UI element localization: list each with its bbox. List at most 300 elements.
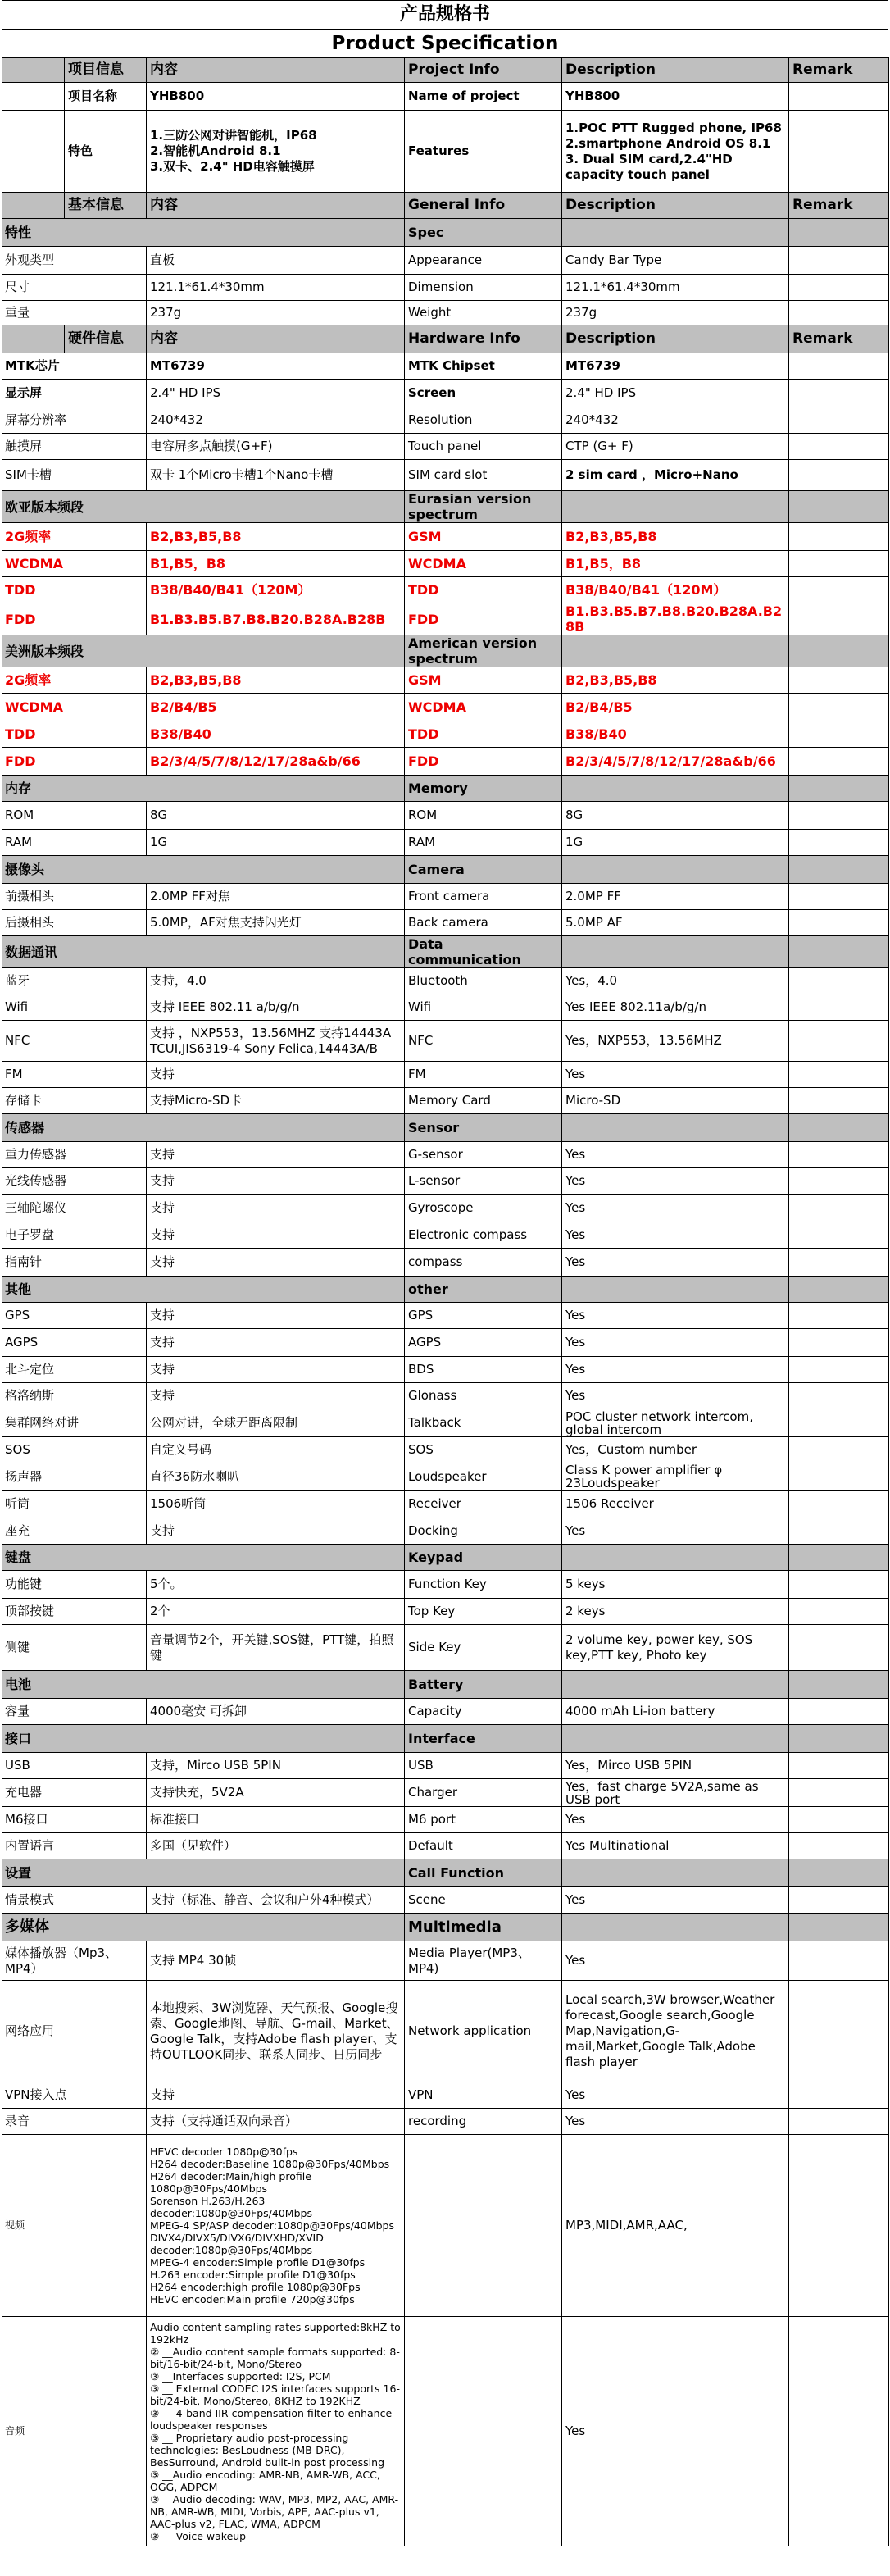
cn-value: 支持快充，5V2A: [147, 1779, 405, 1807]
cn-value: 本地搜索、3W浏览器、天气预报、Google搜索、Google地图、导航、G-mail、Market、Google Talk，支持Adobe flash player、支持OUTLOOK同步、联系人同步、日历同步: [147, 1981, 405, 2082]
en-value: Yes，fast charge 5V2A,same as USB port: [562, 1779, 789, 1807]
row-label: SIM卡槽: [2, 460, 147, 491]
en-value: 8G: [562, 802, 789, 830]
section-row: [2, 1725, 889, 1753]
en-value: B2/B4/B5: [562, 694, 789, 721]
row-label: FDD: [2, 748, 147, 776]
en-label: Capacity: [405, 1699, 562, 1725]
cn-value: 支持: [147, 1222, 405, 1249]
cn-value: 音量调节2个，开关键,SOS键，PTT键，拍照键: [147, 1625, 405, 1671]
en-label: BDS: [405, 1357, 562, 1383]
row-label: 听筒: [2, 1491, 147, 1518]
remark: [789, 1409, 889, 1437]
remark: [789, 219, 889, 247]
row-sublabel: 硬件信息: [65, 325, 147, 353]
remark: [789, 523, 889, 551]
en-label: Features: [405, 111, 562, 193]
en-label: MTK Chipset: [405, 353, 562, 380]
remark: [789, 1725, 889, 1753]
row-label: 触摸屏: [2, 434, 147, 460]
en-label: Battery: [405, 1671, 562, 1699]
en-value: Local search,3W browser,Weather forecast,Google search,Google Map,Navigation,G-mail,Market,Google Talk,Adobe flash player: [562, 1981, 789, 2082]
en-value: Yes: [562, 1807, 789, 1833]
en-label: NFC: [405, 1021, 562, 1062]
remark: Remark: [789, 193, 889, 219]
remark: [789, 1941, 889, 1981]
en-label: Resolution: [405, 407, 562, 434]
cn-value: 支持: [147, 1329, 405, 1357]
row-label: 北斗定位: [2, 1357, 147, 1383]
en-label: Eurasian version spectrum: [405, 491, 562, 523]
remark: [789, 1887, 889, 1914]
row-label: 媒体播放器（Mp3、MP4）: [2, 1941, 147, 1981]
en-label: FDD: [405, 748, 562, 776]
spec-row: [2, 994, 889, 1021]
en-value: Yes: [562, 1142, 789, 1168]
en-label: Scene: [405, 1887, 562, 1914]
en-value: Yes: [562, 1222, 789, 1249]
section-row: [2, 219, 889, 247]
cn-value: 240*432: [147, 407, 405, 434]
cn-value: Audio content sampling rates supported:8kHZ to 192kHz ② __Audio content sample formats supported: 8-bit/16-bit/24-bit, Mono/Stereo ③ __Interfaces supported: I2S, PCM ③ __ External CODEC I2S interfaces supports 16-bit/24-bit, Mono/Stereo, 8KHZ to 192KHZ ③ __ 4-band IIR compensation filter to enhance loudspeaker responses ③ __ Proprietary audio post-processing technologies: BesLoudness (MB-DRC), BesSurround, Android built-in post processing ③ __Audio encoding: AMR-NB, AMR-WB, ACC, OGG, ADPCM ③ __Audio decoding: WAV, MP3, MP2, AAC, AMR-NB, AMR-WB, MIDI, Vorbis, APE, AAC-plus v1, AAC-plus v2, FLAC, WMA, ADPCM ③ — Voice wakeup: [147, 2317, 405, 2546]
remark: [789, 1518, 889, 1545]
row-sublabel: 项目信息: [65, 58, 147, 83]
spec-row: [2, 1625, 889, 1671]
cn-value: 121.1*61.4*30mm: [147, 275, 405, 301]
remark: [789, 884, 889, 910]
en-value: [562, 856, 789, 884]
remark: [789, 1303, 889, 1329]
row-label: 2G频率: [2, 523, 147, 551]
en-label: Function Key: [405, 1571, 562, 1599]
remark: [789, 1699, 889, 1725]
remark: Remark: [789, 325, 889, 353]
row-label: GPS: [2, 1303, 147, 1329]
cn-value: B1,B5，B8: [147, 551, 405, 577]
en-label: Front camera: [405, 884, 562, 910]
cn-value: 支持: [147, 1357, 405, 1383]
remark: [789, 667, 889, 694]
cn-value: 多国（见软件）: [147, 1833, 405, 1859]
en-value: Yes: [562, 1303, 789, 1329]
en-label: TDD: [405, 577, 562, 603]
cn-value: 4000毫安 可拆卸: [147, 1699, 405, 1725]
row-label: WCDMA: [2, 694, 147, 721]
remark: [789, 694, 889, 721]
remark: [789, 2135, 889, 2317]
en-value: B38/B40/B41（120M）: [562, 577, 789, 603]
en-label: Screen: [405, 380, 562, 407]
remark: [789, 1833, 889, 1859]
spec-row: [2, 1981, 889, 2082]
en-value: MP3,MIDI,AMR,AAC,: [562, 2135, 789, 2317]
spec-row: [2, 1518, 889, 1545]
row-label: 重力传感器: [2, 1142, 147, 1168]
remark: [789, 910, 889, 936]
spec-row: [2, 1887, 889, 1914]
row-label: 内置语言: [2, 1833, 147, 1859]
remark: [789, 111, 889, 193]
cn-value: 支持（标准、静音、会议和户外4种模式）: [147, 1887, 405, 1914]
en-value: Micro-SD: [562, 1088, 789, 1114]
row-label: [2, 83, 65, 111]
row-label: 格洛纳斯: [2, 1383, 147, 1409]
en-value: 2 volume key, power key, SOS key,PTT key, Photo key: [562, 1625, 789, 1671]
spec-row: [2, 1941, 889, 1981]
cn-value: YHB800: [147, 83, 405, 111]
en-value: 4000 mAh Li-ion battery: [562, 1699, 789, 1725]
cn-value: B38/B40: [147, 721, 405, 748]
cn-value: 自定义号码: [147, 1437, 405, 1463]
section-row: [2, 1277, 889, 1303]
spec-row: [2, 407, 889, 434]
remark: [789, 1195, 889, 1222]
row-label: 容量: [2, 1699, 147, 1725]
en-label: Appearance: [405, 247, 562, 275]
remark: [789, 1114, 889, 1142]
remark: [789, 2317, 889, 2546]
spec-table-body: [2, 58, 889, 2546]
spec-row: [2, 380, 889, 407]
row-label: 音频: [2, 2317, 147, 2546]
remark: [789, 1357, 889, 1383]
remark: [789, 1807, 889, 1833]
spec-row: [2, 1571, 889, 1599]
spec-row: [2, 1021, 889, 1062]
en-value: Yes: [562, 1941, 789, 1981]
spec-row: [2, 1383, 889, 1409]
en-value: Yes: [562, 1329, 789, 1357]
en-value: Yes，Custom number: [562, 1437, 789, 1463]
cn-value: 支持: [147, 1142, 405, 1168]
en-label: Back camera: [405, 910, 562, 936]
en-label: WCDMA: [405, 694, 562, 721]
row-label: 光线传感器: [2, 1168, 147, 1195]
cn-value: 公网对讲，全球无距离限制: [147, 1409, 405, 1437]
spec-row: [2, 667, 889, 694]
header-row: [2, 193, 889, 219]
cn-value: HEVC decoder 1080p@30fps H264 decoder:Baseline 1080p@30Fps/40Mbps H264 decoder:Main/high profile 1080p@30Fps/40Mbps Sorenson H.263/H.263 decoder:1080p@30Fps/40Mbps MPEG-4 SP/ASP decoder:1080p@30Fps/40Mbps DIVX4/DIVX5/DIVX6/DIVXHD/XVID decoder:1080p@30Fps/40Mbps MPEG-4 encoder:Simple profile D1@30fps H.263 encoder:Simple profile D1@30fps H264 encoder:high profile 1080p@30Fps HEVC encoder:Main profile 720p@30fps: [147, 2135, 405, 2317]
section-row: [2, 1859, 889, 1887]
en-value: Yes: [562, 2317, 789, 2546]
cn-value: 5个。: [147, 1571, 405, 1599]
spec-row: [2, 1329, 889, 1357]
spec-row: [2, 1437, 889, 1463]
remark: [789, 1021, 889, 1062]
row-label: FDD: [2, 603, 147, 635]
row-label: 数据通讯: [2, 936, 405, 968]
en-value: Yes: [562, 1062, 789, 1088]
en-label: Interface: [405, 1725, 562, 1753]
en-label: USB: [405, 1753, 562, 1779]
en-label: ROM: [405, 802, 562, 830]
en-value: 240*432: [562, 407, 789, 434]
cn-value: 支持 MP4 30帧: [147, 1941, 405, 1981]
spec-row: [2, 2317, 889, 2546]
cn-value: 支持: [147, 1303, 405, 1329]
en-value: Yes: [562, 1168, 789, 1195]
cn-value: B38/B40/B41（120M）: [147, 577, 405, 603]
spec-row: [2, 1807, 889, 1833]
cn-value: 支持，4.0: [147, 968, 405, 994]
row-label: 侧键: [2, 1625, 147, 1671]
en-value: [562, 1671, 789, 1699]
row-label: 指南针: [2, 1249, 147, 1277]
row-label: 集群网络对讲: [2, 1409, 147, 1437]
row-label: 外观类型: [2, 247, 147, 275]
en-value: Class K power amplifier φ 23Loudspeaker: [562, 1463, 789, 1491]
row-label: 后摄相头: [2, 910, 147, 936]
remark: [789, 1383, 889, 1409]
remark: [789, 1088, 889, 1114]
row-label: 多媒体: [2, 1914, 405, 1941]
en-value: CTP (G+ F): [562, 434, 789, 460]
remark: [789, 1671, 889, 1699]
row-label: Wifi: [2, 994, 147, 1021]
row-label: TDD: [2, 721, 147, 748]
cn-value: 支持: [147, 1249, 405, 1277]
en-label: Media Player(MP3、MP4): [405, 1941, 562, 1981]
en-value: Candy Bar Type: [562, 247, 789, 275]
remark: [789, 353, 889, 380]
row-label: 座充: [2, 1518, 147, 1545]
row-label: 扬声器: [2, 1463, 147, 1491]
en-value: Yes: [562, 2109, 789, 2135]
row-label: [2, 111, 65, 193]
en-label: Network application: [405, 1981, 562, 2082]
en-label: Bluetooth: [405, 968, 562, 994]
en-label: American version spectrum: [405, 635, 562, 667]
en-label: Name of project: [405, 83, 562, 111]
en-value: B2,B3,B5,B8: [562, 523, 789, 551]
spec-row: [2, 910, 889, 936]
en-value: Yes: [562, 1195, 789, 1222]
header-row: [2, 58, 889, 83]
section-row: [2, 635, 889, 667]
row-label: 重量: [2, 301, 147, 325]
spec-row: [2, 884, 889, 910]
en-label: Dimension: [405, 275, 562, 301]
remark: [789, 968, 889, 994]
en-value: [562, 219, 789, 247]
en-value: 1.POC PTT Rugged phone, IP68 2.smartphone Android OS 8.1 3. Dual SIM card,2.4"HD capacity touch panel: [562, 111, 789, 193]
cn-value: 1G: [147, 830, 405, 856]
en-value: B2,B3,B5,B8: [562, 667, 789, 694]
section-row: [2, 936, 889, 968]
spec-row: [2, 434, 889, 460]
cn-value: 支持 ，NXP553，13.56MHZ 支持14443A TCUI,JIS6319-4 Sony Felica,14443A/B: [147, 1021, 405, 1062]
en-value: MT6739: [562, 353, 789, 380]
cn-value: 237g: [147, 301, 405, 325]
remark: [789, 275, 889, 301]
row-label: ROM: [2, 802, 147, 830]
cn-value: 2.4" HD IPS: [147, 380, 405, 407]
en-label: GPS: [405, 1303, 562, 1329]
remark: [789, 1779, 889, 1807]
en-value: Yes，4.0: [562, 968, 789, 994]
en-value: B1,B5，B8: [562, 551, 789, 577]
en-label: G-sensor: [405, 1142, 562, 1168]
en-label: recording: [405, 2109, 562, 2135]
spec-row: [2, 1753, 889, 1779]
spec-row: [2, 603, 889, 635]
en-value: 1506 Receiver: [562, 1491, 789, 1518]
remark: [789, 407, 889, 434]
row-label: 顶部按键: [2, 1599, 147, 1625]
remark: [789, 1222, 889, 1249]
remark: [789, 1599, 889, 1625]
en-value: Yes: [562, 1887, 789, 1914]
spec-row: [2, 1357, 889, 1383]
spec-row: [2, 1249, 889, 1277]
en-value: [562, 1914, 789, 1941]
cn-value: 电容屏多点触摸(G+F): [147, 434, 405, 460]
cn-value: 内容: [147, 325, 405, 353]
cn-value: B2/3/4/5/7/8/12/17/28a&b/66: [147, 748, 405, 776]
row-label: 传感器: [2, 1114, 405, 1142]
remark: [789, 635, 889, 667]
cn-value: 支持 IEEE 802.11 a/b/g/n: [147, 994, 405, 1021]
cn-value: 标准接口: [147, 1807, 405, 1833]
en-label: GSM: [405, 667, 562, 694]
remark: [789, 802, 889, 830]
section-row: [2, 1114, 889, 1142]
en-label: Hardware Info: [405, 325, 562, 353]
cn-value: 支持: [147, 1195, 405, 1222]
row-label: FM: [2, 1062, 147, 1088]
cn-value: 内容: [147, 193, 405, 219]
en-label: WCDMA: [405, 551, 562, 577]
spec-row: [2, 748, 889, 776]
en-label: Charger: [405, 1779, 562, 1807]
cn-value: B2,B3,B5,B8: [147, 523, 405, 551]
en-label: compass: [405, 1249, 562, 1277]
remark: [789, 1545, 889, 1571]
en-value: 5 keys: [562, 1571, 789, 1599]
remark: [789, 1329, 889, 1357]
en-value: Yes，Mirco USB 5PIN: [562, 1753, 789, 1779]
spec-row: [2, 1222, 889, 1249]
cn-value: B2,B3,B5,B8: [147, 667, 405, 694]
en-value: [562, 1114, 789, 1142]
cn-value: 2个: [147, 1599, 405, 1625]
remark: [789, 1062, 889, 1088]
remark: [789, 460, 889, 491]
row-label: WCDMA: [2, 551, 147, 577]
spec-row: [2, 247, 889, 275]
spec-row: [2, 353, 889, 380]
cn-value: 1506听筒: [147, 1491, 405, 1518]
row-label: NFC: [2, 1021, 147, 1062]
remark: [789, 748, 889, 776]
row-label: 情景模式: [2, 1887, 147, 1914]
remark: [789, 603, 889, 635]
row-label: 其他: [2, 1277, 405, 1303]
spec-row: [2, 1699, 889, 1725]
row-label: 摄像头: [2, 856, 405, 884]
en-label: Receiver: [405, 1491, 562, 1518]
spec-row: [2, 275, 889, 301]
en-value: B38/B40: [562, 721, 789, 748]
row-label: 视频: [2, 2135, 147, 2317]
remark: [789, 1437, 889, 1463]
remark: [789, 434, 889, 460]
en-label: Docking: [405, 1518, 562, 1545]
remark: [789, 1625, 889, 1671]
row-label: 内存: [2, 776, 405, 802]
row-label: SOS: [2, 1437, 147, 1463]
remark: [789, 994, 889, 1021]
row-label: 电池: [2, 1671, 405, 1699]
remark: [789, 1571, 889, 1599]
remark: [789, 856, 889, 884]
cn-value: MT6739: [147, 353, 405, 380]
remark: [789, 721, 889, 748]
row-label: 前摄相头: [2, 884, 147, 910]
section-row: [2, 1914, 889, 1941]
remark: [789, 247, 889, 275]
row-label: 录音: [2, 2109, 147, 2135]
remark: [789, 1249, 889, 1277]
en-value: [562, 635, 789, 667]
en-label: Wifi: [405, 994, 562, 1021]
row-sublabel: 项目名称: [65, 83, 147, 111]
row-sublabel: 特色: [65, 111, 147, 193]
remark: [789, 1753, 889, 1779]
remark: [789, 577, 889, 603]
en-label: SOS: [405, 1437, 562, 1463]
en-label: Side Key: [405, 1625, 562, 1671]
remark: [789, 1914, 889, 1941]
en-value: Yes IEEE 802.11a/b/g/n: [562, 994, 789, 1021]
spec-row: [2, 2082, 889, 2109]
spec-row: [2, 802, 889, 830]
row-label: 存储卡: [2, 1088, 147, 1114]
spec-row: [2, 577, 889, 603]
en-label: RAM: [405, 830, 562, 856]
en-label: [405, 2317, 562, 2546]
spec-row: [2, 1833, 889, 1859]
spec-row: [2, 1599, 889, 1625]
spec-row: [2, 1303, 889, 1329]
cn-value: 支持Micro-SD卡: [147, 1088, 405, 1114]
en-value: Description: [562, 325, 789, 353]
en-value: Yes: [562, 1383, 789, 1409]
en-label: AGPS: [405, 1329, 562, 1357]
section-row: [2, 1671, 889, 1699]
row-label: 网络应用: [2, 1981, 147, 2082]
en-label: TDD: [405, 721, 562, 748]
en-value: Yes: [562, 1357, 789, 1383]
en-value: Yes Multinational: [562, 1833, 789, 1859]
remark: Remark: [789, 58, 889, 83]
remark: [789, 776, 889, 802]
row-label: [2, 325, 65, 353]
en-value: POC cluster network intercom, global intercom: [562, 1409, 789, 1437]
section-row: [2, 491, 889, 523]
row-label: 电子罗盘: [2, 1222, 147, 1249]
remark: [789, 1168, 889, 1195]
row-label: 2G频率: [2, 667, 147, 694]
remark: [789, 936, 889, 968]
en-label: [405, 2135, 562, 2317]
en-value: B2/3/4/5/7/8/12/17/28a&b/66: [562, 748, 789, 776]
section-row: [2, 776, 889, 802]
en-value: 2.0MP FF: [562, 884, 789, 910]
en-value: B1.B3.B5.B7.B8.B20.B28A.B28B: [562, 603, 789, 635]
cn-value: B1.B3.B5.B7.B8.B20.B28A.B28B: [147, 603, 405, 635]
row-label: 蓝牙: [2, 968, 147, 994]
